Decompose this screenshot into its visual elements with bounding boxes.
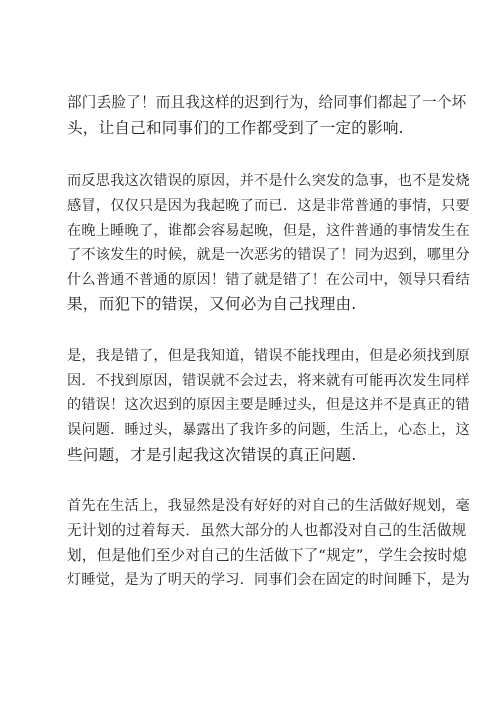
paragraph-4-line-2: 无计划的过着每天．虽然大部分的人也都没对自己的生活做规 <box>67 522 467 539</box>
paragraph-1-line-2: 头，让自己和同事们的工作都受到了一定的影响. <box>67 119 404 137</box>
paragraph-2-line-4: 了不该发生的时候，就是一次恶劣的错误了！同为迟到，哪里分 <box>67 247 470 263</box>
paragraph-2-line-2: 感冒，仅仅只是因为我起晚了而已．这是非常普通的事情，只要 <box>67 198 470 214</box>
paragraph-3-line-5: 些问题，才是引起我这次错误的真正问题. <box>67 446 357 464</box>
paragraph-2-line-5: 什么普通不普通的原因！错了就是错了！在公司中，领导只看结 <box>67 272 470 288</box>
paragraph-2-line-1: 而反思我这次错误的原因，并不是什么突发的急事，也不是发烧 <box>67 173 470 189</box>
paragraph-4-line-4: 灯睡觉，是为了明天的学习．同事们会在固定的时间睡下，是为 <box>67 572 470 588</box>
paragraph-3-line-1: 是，我是错了，但是我知道，错误不能找理由，但是必须找到原 <box>67 348 470 364</box>
paragraph-3-line-4: 误问题．睡过头，暴露出了我许多的问题，生活上，心态上，这 <box>67 422 470 438</box>
paragraph-3-line-3: 的错误！这次迟到的原因主要是睡过头，但是这并不是真正的错 <box>67 397 470 413</box>
paragraph-2-line-6: 果，而犯下的错误，又何必为自己找理由. <box>67 295 357 313</box>
paragraph-4-line-3: 划，但是他们至少对自己的生活做下了“规定”，学生会按时熄 <box>67 547 468 564</box>
paragraph-2-line-3: 在晚上睡晚了，谁都会容易起晚，但是，这件普通的事情发生在 <box>67 223 470 239</box>
paragraph-1-line-1: 部门丢脸了！而且我这样的迟到行为，给同事们都起了一个坏 <box>67 94 467 111</box>
paragraph-3-line-2: 因．不找到原因，错误就不会过去，将来就有可能再次发生同样 <box>67 373 470 389</box>
paragraph-4-line-1: 首先在生活上，我显然是没有好好的对自己的生活做好规划，毫 <box>67 498 470 514</box>
